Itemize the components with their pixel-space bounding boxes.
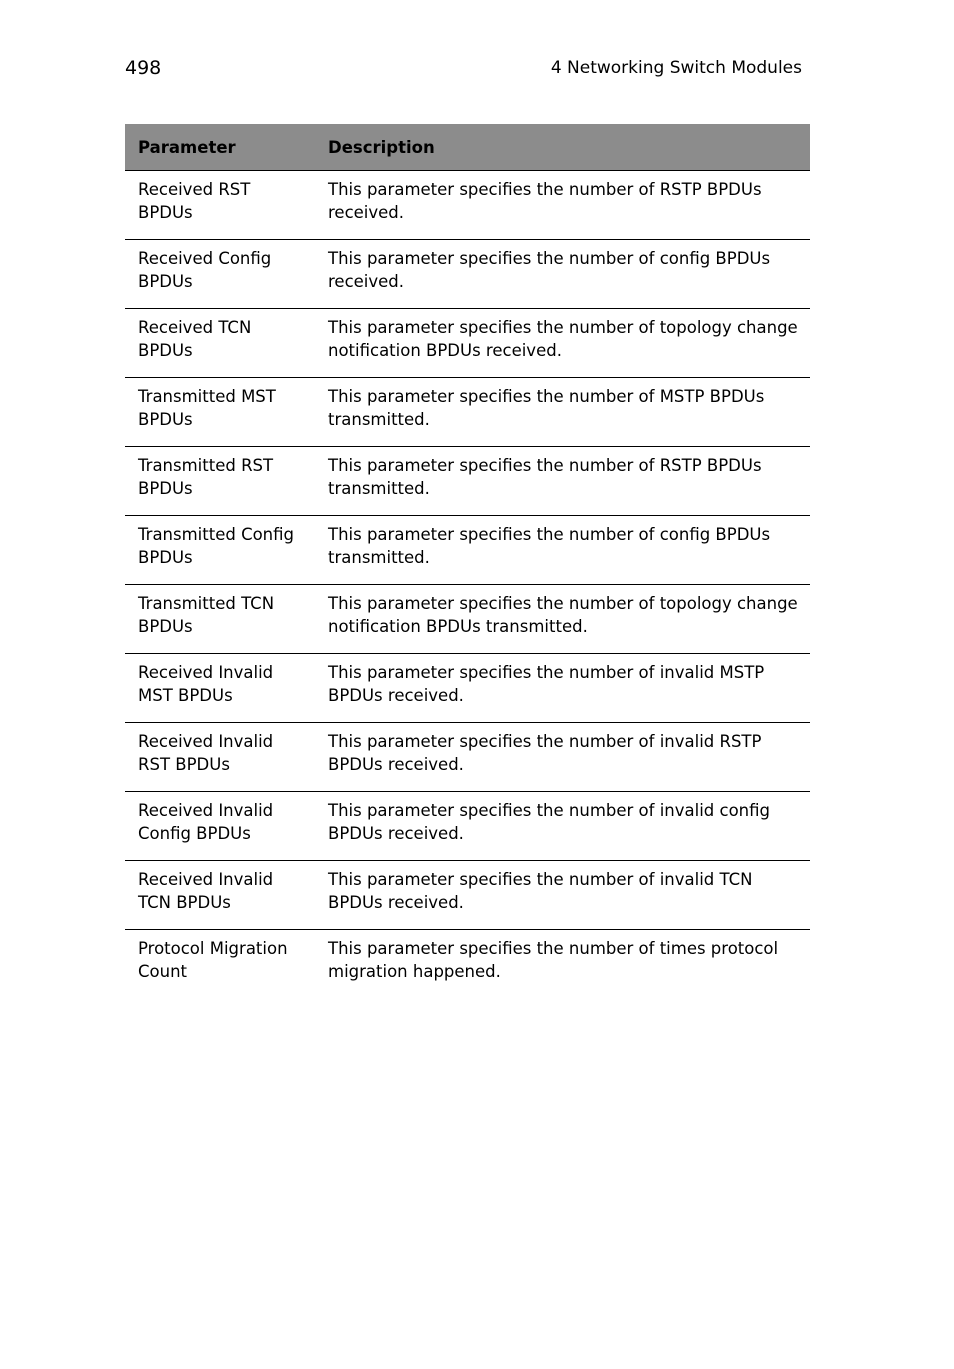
description-cell: This parameter specifies the number of invalid config BPDUs received. xyxy=(315,792,810,861)
parameter-cell: Transmitted Config BPDUs xyxy=(125,516,315,585)
description-cell: This parameter specifies the number of invalid MSTP BPDUs received. xyxy=(315,654,810,723)
parameter-cell: Transmitted TCN BPDUs xyxy=(125,585,315,654)
table-row xyxy=(125,930,810,999)
chapter-title: 4 Networking Switch Modules xyxy=(550,58,802,78)
description-cell: This parameter specifies the number of times protocol migration happened. xyxy=(328,939,779,981)
parameter-cell: Transmitted RST BPDUs xyxy=(125,447,315,516)
description-cell: This parameter specifies the number of config BPDUs received. xyxy=(315,240,810,309)
description-cell: This parameter specifies the number of topology change notification BPDUs transmitted. xyxy=(315,585,810,654)
table-row xyxy=(125,861,810,930)
description-cell: This parameter specifies the number of RSTP BPDUs transmitted. xyxy=(315,447,810,516)
table-row xyxy=(125,171,810,240)
description-cell: This parameter specifies the number of invalid TCN BPDUs received. xyxy=(315,861,810,930)
table-row xyxy=(125,654,810,723)
table-row xyxy=(125,447,810,516)
description-cell: This parameter specifies the number of invalid RSTP BPDUs received. xyxy=(315,723,810,792)
parameter-cell: Received Invalid TCN BPDUs xyxy=(125,861,315,930)
column-header-parameter: Parameter xyxy=(125,124,315,171)
description-cell: This parameter specifies the number of config BPDUs transmitted. xyxy=(315,516,810,585)
table-row xyxy=(125,309,810,378)
parameter-table xyxy=(125,124,810,999)
parameter-cell: Transmitted MST BPDUs xyxy=(125,378,315,447)
table-row xyxy=(125,792,810,861)
column-header-description: Description xyxy=(315,124,810,171)
table-row xyxy=(125,240,810,309)
description-cell: This parameter specifies the number of MSTP BPDUs transmitted. xyxy=(315,378,810,447)
parameter-cell: Received Config BPDUs xyxy=(125,240,315,309)
table-row xyxy=(125,378,810,447)
page-number: 498 xyxy=(125,57,162,79)
table-row xyxy=(125,585,810,654)
parameter-cell: Received Invalid MST BPDUs xyxy=(125,654,315,723)
table-header-row xyxy=(125,124,810,171)
description-cell: This parameter specifies the number of RSTP BPDUs received. xyxy=(315,171,810,240)
table-row xyxy=(125,516,810,585)
parameter-cell: Received Invalid Config BPDUs xyxy=(125,792,315,861)
parameter-cell: Received Invalid RST BPDUs xyxy=(125,723,315,792)
table-row xyxy=(125,723,810,792)
parameter-cell: Received TCN BPDUs xyxy=(125,309,315,378)
parameter-cell: Protocol Migration Count xyxy=(138,939,288,981)
parameter-cell: Received RST BPDUs xyxy=(125,171,315,240)
description-cell: This parameter specifies the number of topology change notification BPDUs received. xyxy=(315,309,810,378)
